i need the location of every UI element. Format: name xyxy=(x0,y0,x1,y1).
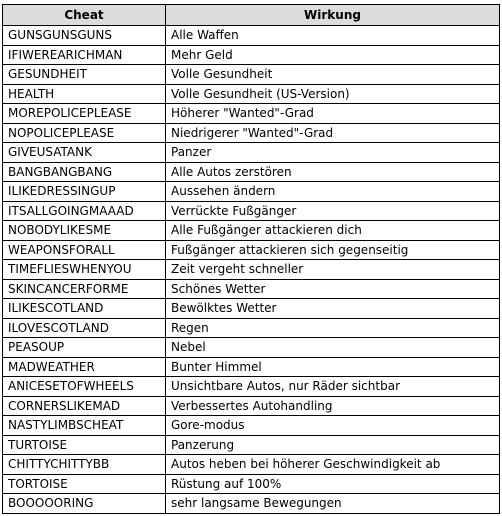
table-row xyxy=(3,416,500,436)
effect-cell: Nebel xyxy=(166,338,500,358)
cheat-code-cell: PEASOUP xyxy=(3,338,166,358)
table-row xyxy=(3,26,500,46)
cheat-code-cell: BOOOOORING xyxy=(3,494,166,514)
effect-cell: Bunter Himmel xyxy=(166,357,500,377)
column-header-effect: Wirkung xyxy=(166,5,500,26)
table-row xyxy=(3,45,500,65)
effect-cell: Volle Gesundheit xyxy=(166,65,500,85)
effect-cell: Panzer xyxy=(166,143,500,163)
cheat-code-cell: SKINCANCERFORME xyxy=(3,279,166,299)
cheat-code-cell: CORNERSLIKEMAD xyxy=(3,396,166,416)
table-row xyxy=(3,338,500,358)
effect-cell: Niedrigerer "Wanted"-Grad xyxy=(166,123,500,143)
effect-cell: Regen xyxy=(166,318,500,338)
effect-cell: Mehr Geld xyxy=(166,45,500,65)
effect-cell: Autos heben bei höherer Geschwindigkeit ab xyxy=(166,455,500,475)
table-row xyxy=(3,84,500,104)
cheat-code-cell: ILOVESCOTLAND xyxy=(3,318,166,338)
table-row xyxy=(3,260,500,280)
effect-cell: Panzerung xyxy=(166,435,500,455)
table-row xyxy=(3,182,500,202)
cheat-code-cell: TIMEFLIESWHENYOU xyxy=(3,260,166,280)
table-row xyxy=(3,162,500,182)
effect-cell: Rüstung auf 100% xyxy=(166,474,500,494)
table-row xyxy=(3,123,500,143)
table-row xyxy=(3,143,500,163)
table-row xyxy=(3,299,500,319)
cheat-code-cell: GUNSGUNSGUNS xyxy=(3,26,166,46)
effect-cell: Aussehen ändern xyxy=(166,182,500,202)
effect-cell: Gore-modus xyxy=(166,416,500,436)
table-header-row xyxy=(3,5,500,26)
table-row xyxy=(3,318,500,338)
table-row xyxy=(3,474,500,494)
cheat-code-cell: GIVEUSATANK xyxy=(3,143,166,163)
cheat-table xyxy=(2,4,500,514)
effect-cell: Zeit vergeht schneller xyxy=(166,260,500,280)
cheat-code-cell: WEAPONSFORALL xyxy=(3,240,166,260)
effect-cell: sehr langsame Bewegungen xyxy=(166,494,500,514)
table-row xyxy=(3,279,500,299)
cheat-code-cell: NASTYLIMBSCHEAT xyxy=(3,416,166,436)
table-row xyxy=(3,221,500,241)
cheat-code-cell: BANGBANGBANG xyxy=(3,162,166,182)
cheat-code-cell: ANICESETOFWHEELS xyxy=(3,377,166,397)
cheat-code-cell: GESUNDHEIT xyxy=(3,65,166,85)
table-row xyxy=(3,494,500,514)
table-row xyxy=(3,357,500,377)
effect-cell: Unsichtbare Autos, nur Räder sichtbar xyxy=(166,377,500,397)
cheat-code-cell: ILIKESCOTLAND xyxy=(3,299,166,319)
effect-cell: Verrückte Fußgänger xyxy=(166,201,500,221)
table-row xyxy=(3,65,500,85)
effect-cell: Volle Gesundheit (US-Version) xyxy=(166,84,500,104)
column-header-cheat: Cheat xyxy=(3,5,166,26)
table-row xyxy=(3,240,500,260)
table-row xyxy=(3,396,500,416)
table-row xyxy=(3,455,500,475)
effect-cell: Alle Autos zerstören xyxy=(166,162,500,182)
effect-cell: Höherer "Wanted"-Grad xyxy=(166,104,500,124)
effect-cell: Alle Waffen xyxy=(166,26,500,46)
cheat-code-cell: HEALTH xyxy=(3,84,166,104)
table-row xyxy=(3,435,500,455)
cheat-code-cell: ITSALLGOINGMAAAD xyxy=(3,201,166,221)
cheat-code-cell: IFIWEREARICHMAN xyxy=(3,45,166,65)
effect-cell: Alle Fußgänger attackieren dich xyxy=(166,221,500,241)
cheat-code-cell: MADWEATHER xyxy=(3,357,166,377)
effect-cell: Fußgänger attackieren sich gegenseitig xyxy=(166,240,500,260)
cheat-code-cell: CHITTYCHITTYBB xyxy=(3,455,166,475)
cheat-code-cell: TORTOISE xyxy=(3,474,166,494)
cheat-code-cell: ILIKEDRESSINGUP xyxy=(3,182,166,202)
cheat-code-cell: TURTOISE xyxy=(3,435,166,455)
cheat-code-cell: NOPOLICEPLEASE xyxy=(3,123,166,143)
cheat-table-container xyxy=(2,4,499,514)
effect-cell: Bewölktes Wetter xyxy=(166,299,500,319)
table-row xyxy=(3,104,500,124)
table-row xyxy=(3,201,500,221)
cheat-code-cell: NOBODYLIKESME xyxy=(3,221,166,241)
effect-cell: Verbessertes Autohandling xyxy=(166,396,500,416)
effect-cell: Schönes Wetter xyxy=(166,279,500,299)
table-row xyxy=(3,377,500,397)
cheat-code-cell: MOREPOLICEPLEASE xyxy=(3,104,166,124)
